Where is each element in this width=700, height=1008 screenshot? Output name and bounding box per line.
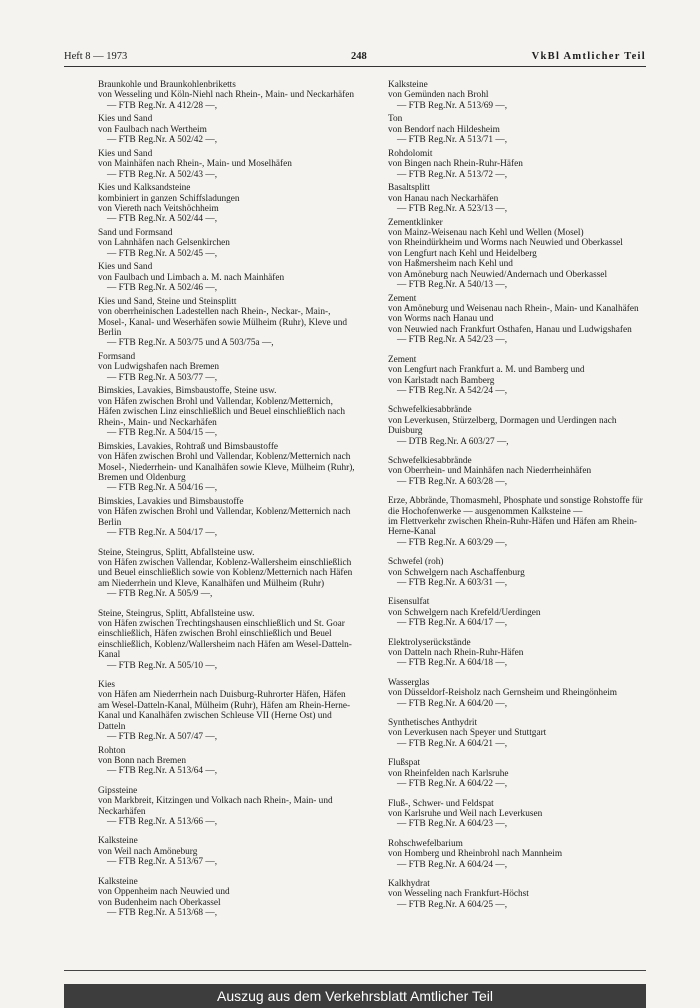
tariff-entry <box>98 183 356 225</box>
entry-reference: — FTB Reg.Nr. A 513/66 —, <box>107 817 218 828</box>
tariff-entry <box>98 609 356 671</box>
footer-text: Auszug aus dem Verkehrsblatt Amtlicher Teil <box>217 988 493 1004</box>
entry-title: Formsand <box>98 352 136 363</box>
entry-title: Zement <box>388 293 417 304</box>
entry-route: von Ludwigshafen nach Bremen <box>98 362 220 373</box>
entry-route: im Flettverkehr zwischen Rhein-Ruhr-Häfen und Häfen am Rhein-Herne-Kanal <box>388 516 637 538</box>
tariff-entry <box>388 799 646 830</box>
tariff-entry <box>98 352 356 383</box>
entry-route: von Oppenheim nach Neuwied und <box>98 887 230 898</box>
entry-title: Bimskies, Lavakies, Rohtraß und Bimsbaustoffe <box>98 441 279 452</box>
entry-reference: — DTB Reg.Nr. A 603/27 —, <box>397 436 509 447</box>
tariff-entry <box>388 638 646 669</box>
entry-route: kombiniert in ganzen Schiffsladungen <box>98 193 240 204</box>
entry-reference: — FTB Reg.Nr. A 502/44 —, <box>107 214 218 225</box>
entry-reference: — FTB Reg.Nr. A 542/23 —, <box>397 335 508 346</box>
tariff-entry <box>98 297 356 349</box>
tariff-entry <box>388 294 646 346</box>
entry-reference: — FTB Reg.Nr. A 604/22 —, <box>397 779 508 790</box>
entry-route: von Neuwied nach Frankfurt Osthafen, Hanau und Ludwigshafen <box>388 324 632 335</box>
entry-route: von Bendorf nach Hildesheim <box>388 124 500 135</box>
issue-label: Heft 8 — 1973 <box>64 51 128 62</box>
tariff-entry <box>388 678 646 709</box>
entry-reference: — FTB Reg.Nr. A 502/42 —, <box>107 135 218 146</box>
entry-reference: — FTB Reg.Nr. A 603/29 —, <box>397 537 508 548</box>
entry-title: Kalksteine <box>388 80 428 90</box>
entry-reference: — FTB Reg.Nr. A 523/13 —, <box>397 204 508 215</box>
entry-reference: — FTB Reg.Nr. A 513/67 —, <box>107 857 218 868</box>
tariff-entry <box>388 456 646 487</box>
entry-title: Steine, Steingrus, Splitt, Abfallsteine usw. <box>98 547 255 558</box>
entry-route: von Markbreit, Kitzingen und Volkach nach Rhein-, Main- und Neckarhäfen <box>98 796 333 817</box>
entry-reference: — FTB Reg.Nr. A 604/25 —, <box>397 899 508 910</box>
entry-route: von Karlstadt nach Bamberg <box>388 375 495 386</box>
entry-route: von oberrheinischen Ladestellen nach Rhein-, Neckar-, Main-, Mosel-, Kanal- und Weserhäfen sowie Mülheim (Ruhr), Kleve und Berlin <box>98 307 347 339</box>
entry-route: von Worms nach Hanau und <box>388 314 494 325</box>
entry-title: Erze, Abbrände, Thomasmehl, Phosphate und sonstige Rohstoffe für die Hochofenwerke — ausgenommen Kalksteine — <box>388 496 643 517</box>
entry-reference: — FTB Reg.Nr. A 502/43 —, <box>107 169 218 180</box>
entry-route: von Faulbach und Limbach a. M. nach Mainhäfen <box>98 272 285 283</box>
entry-title: Ton <box>388 114 403 125</box>
entry-reference: — FTB Reg.Nr. A 604/23 —, <box>397 819 508 830</box>
entry-route: von Amöneburg nach Neuwied/Andernach und Oberkassel <box>388 269 608 280</box>
entry-reference: — FTB Reg.Nr. A 504/17 —, <box>107 528 218 539</box>
entry-route: von Mainhäfen nach Rhein-, Main- und Moselhäfen <box>98 159 292 170</box>
entry-reference: — FTB Reg.Nr. A 504/16 —, <box>107 483 218 494</box>
tariff-entry <box>98 228 356 259</box>
entry-title: Kies <box>98 680 116 690</box>
entry-title: Schwefel (roh) <box>388 557 444 568</box>
entry-title: Bimskies, Lavakies und Bimsbaustoffe <box>98 496 244 507</box>
tariff-entry <box>98 114 356 145</box>
entry-reference: — FTB Reg.Nr. A 513/69 —, <box>397 100 508 111</box>
entry-title: Flußspat <box>388 758 421 769</box>
tariff-entry <box>388 149 646 180</box>
entry-title: Sand und Formsand <box>98 228 173 239</box>
entry-route: von Weil nach Amöneburg <box>98 846 198 857</box>
entry-title: Kies und Sand <box>98 148 153 159</box>
entry-title: Bimskies, Lavakies, Bimsbaustoffe, Steine usw. <box>98 386 277 397</box>
entry-route: von Viereth nach Veitshöchheim <box>98 204 219 215</box>
entry-title: Elektrolyserückstände <box>388 637 471 648</box>
entry-reference: — FTB Reg.Nr. A 505/10 —, <box>107 660 218 671</box>
entry-route: von Bonn nach Bremen <box>98 756 187 767</box>
tariff-entry <box>98 680 356 742</box>
tariff-entry <box>388 758 646 789</box>
entry-title: Rohton <box>98 745 126 756</box>
entry-route: von Hanau nach Neckarhäfen <box>388 193 499 204</box>
entry-route: von Haßmersheim nach Kehl und <box>388 259 513 270</box>
entry-route: von Lengfurt nach Frankfurt a. M. und Bamberg und <box>388 365 585 376</box>
entry-reference: — FTB Reg.Nr. A 604/24 —, <box>397 859 508 870</box>
entry-title: Rohdolomit <box>388 148 433 159</box>
entry-title: Basaltsplitt <box>388 183 430 194</box>
tariff-entry <box>388 218 646 291</box>
entry-title: Kalksteine <box>98 876 138 887</box>
entry-route: von Häfen zwischen Brohl und Vallendar, Koblenz/Metternich, Häfen zwischen Linz einschließlich und Beuel einschließlich nach Rhein-, Main- und Neckarhäfen <box>98 396 346 428</box>
entry-route: von Faulbach nach Wertheim <box>98 124 207 135</box>
entry-reference: — FTB Reg.Nr. A 603/28 —, <box>397 476 508 487</box>
left-column <box>98 80 356 922</box>
page-number: 248 <box>351 51 367 62</box>
entry-reference: — FTB Reg.Nr. A 502/46 —, <box>107 283 218 294</box>
entry-route: von Mainz-Weisenau nach Kehl und Wellen (Mosel) <box>388 228 584 239</box>
entry-reference: — FTB Reg.Nr. A 604/18 —, <box>397 658 508 669</box>
entry-route: von Wesseling nach Frankfurt-Höchst <box>388 889 529 900</box>
footer-rule <box>64 970 646 971</box>
entry-route: von Häfen zwischen Brohl und Vallendar, Koblenz/Metternich nach Berlin <box>98 507 351 528</box>
tariff-entry <box>388 557 646 588</box>
tariff-entry <box>388 496 646 548</box>
entry-title: Rohschwefelbarium <box>388 838 463 849</box>
entry-reference: — FTB Reg.Nr. A 542/24 —, <box>397 385 508 396</box>
entry-title: Wasserglas <box>388 677 430 688</box>
publication-title: VkBl Amtlicher Teil <box>531 51 646 62</box>
tariff-entry <box>388 405 646 447</box>
entry-route: von Schwelgern nach Krefeld/Uerdingen <box>388 607 541 618</box>
entry-title: Kies und Sand, Steine und Steinsplitt <box>98 296 237 307</box>
tariff-entry <box>388 597 646 628</box>
entry-title: Kies und Kalksandsteine <box>98 183 191 194</box>
entry-route: von Homberg und Rheinbrohl nach Mannheim <box>388 849 563 860</box>
entry-route: von Karlsruhe und Weil nach Leverkusen <box>388 808 543 819</box>
entry-reference: — FTB Reg.Nr. A 505/9 —, <box>107 589 213 600</box>
entry-reference: — FTB Reg.Nr. A 412/28 —, <box>107 100 218 111</box>
entry-title: Zementklinker <box>388 217 443 228</box>
entry-reference: — FTB Reg.Nr. A 604/17 —, <box>397 618 508 629</box>
entry-route: von Häfen zwischen Brohl und Vallendar, Koblenz/Metternich nach Mosel-, Niederrhein- und Kanalhäfen sowie Kleve, Mülheim (Ruhr), Bremen und Oldenburg <box>98 452 355 483</box>
entry-title: Gipssteine <box>98 785 138 796</box>
tariff-entry <box>98 262 356 293</box>
tariff-entry <box>98 386 356 438</box>
entry-route: von Leverkusen, Stürzelberg, Dormagen und Uerdingen nach Duisburg <box>388 415 617 437</box>
entry-reference: — FTB Reg.Nr. A 513/72 —, <box>397 169 508 180</box>
entry-route: von Häfen am Niederrhein nach Duisburg-Ruhrorter Häfen, Häfen am Wesel-Datteln-Kanal, Mülheim (Ruhr), Häfen am Rhein-Herne-Kanal und Kanalhäfen zwischen Schleuse VII (Herne Ost) und Datteln <box>98 690 351 732</box>
tariff-entry <box>98 149 356 180</box>
entry-route: von Gemünden nach Brohl <box>388 90 489 101</box>
tariff-entry <box>388 718 646 749</box>
entry-route: von Häfen zwischen Trechtingshausen einschließlich und St. Goar einschließlich, Häfen zwischen Brohl einschließlich und Beuel einschließlich, Koblenz/Wallersheim nach Häfen am Wesel-Datteln-Kanal <box>98 618 352 661</box>
entry-title: Fluß-, Schwer- und Feldspat <box>388 798 494 809</box>
entry-route: von Oberrhein- und Mainhäfen nach Niederrheinhäfen <box>388 466 592 477</box>
tariff-entry <box>98 442 356 494</box>
entry-route: von Lengfurt nach Kehl und Heidelberg <box>388 248 537 259</box>
tariff-entry <box>98 80 356 111</box>
tariff-entry <box>388 879 646 910</box>
entry-title: Braunkohle und Braunkohlenbriketts <box>98 80 236 90</box>
tariff-entry <box>388 80 646 111</box>
entry-reference: — FTB Reg.Nr. A 502/45 —, <box>107 248 218 259</box>
entry-title: Schwefelkiesabbrände <box>388 455 472 466</box>
tariff-entry <box>388 183 646 214</box>
entry-title: Kalksteine <box>98 836 138 847</box>
entry-reference: — FTB Reg.Nr. A 603/31 —, <box>397 578 508 588</box>
tariff-entry <box>98 497 356 539</box>
entry-route: von Düsseldorf-Reisholz nach Gernsheim und Rheingönheim <box>388 688 618 699</box>
entry-route: von Rheinfelden nach Karlsruhe <box>388 768 509 779</box>
entry-route: von Rheindürkheim und Worms nach Neuwied und Oberkassel <box>388 238 623 249</box>
entry-route: von Schwelgern nach Aschaffenburg <box>388 567 525 578</box>
tariff-entry <box>98 746 356 777</box>
entry-reference: — FTB Reg.Nr. A 504/15 —, <box>107 428 218 439</box>
entry-route: von Amöneburg und Weisenau nach Rhein-, Main- und Kanalhäfen <box>388 304 639 315</box>
entry-reference: — FTB Reg.Nr. A 604/21 —, <box>397 738 508 749</box>
page-header <box>64 50 646 66</box>
tariff-entry <box>388 355 646 397</box>
entry-reference: — FTB Reg.Nr. A 540/13 —, <box>397 280 508 291</box>
entry-reference: — FTB Reg.Nr. A 513/71 —, <box>397 135 508 146</box>
entry-route: von Häfen zwischen Vallendar, Koblenz-Wallersheim einschließlich und Beuel einschließlich sowie von Koblenz/Metternich nach Häfen am Niederrhein und Kleve, Kanalhäfen und Mülheim (Ruhr) <box>98 557 353 589</box>
footer-banner <box>64 984 646 1008</box>
entry-title: Synthetisches Anthydrit <box>388 718 478 729</box>
entry-reference: — FTB Reg.Nr. A 604/20 —, <box>397 698 508 709</box>
tariff-entry <box>98 836 356 867</box>
entry-reference: — FTB Reg.Nr. A 513/64 —, <box>107 766 218 777</box>
entry-route: von Budenheim nach Oberkassel <box>98 897 221 908</box>
tariff-entry <box>388 839 646 870</box>
entry-reference: — FTB Reg.Nr. A 507/47 —, <box>107 732 218 743</box>
entry-title: Schwefelkiesabbrände <box>388 405 472 416</box>
entry-route: von Leverkusen nach Speyer und Stuttgart <box>388 728 547 739</box>
entry-route: von Wesseling und Köln-Niehl nach Rhein-, Main- und Neckarhäfen <box>98 90 354 101</box>
tariff-entry <box>98 786 356 828</box>
tariff-entry <box>388 114 646 145</box>
entry-route: von Lahnhäfen nach Gelsenkirchen <box>98 238 230 249</box>
entry-reference: — FTB Reg.Nr. A 503/77 —, <box>107 372 218 383</box>
entry-reference: — FTB Reg.Nr. A 503/75 und A 503/75a —, <box>107 338 274 349</box>
entry-title: Kies und Sand <box>98 114 153 125</box>
tariff-entry <box>98 548 356 600</box>
entry-title: Eisensulfat <box>388 597 430 608</box>
entry-reference: — FTB Reg.Nr. A 513/68 —, <box>107 907 218 918</box>
right-column <box>388 80 646 913</box>
entry-title: Zement <box>388 354 417 365</box>
entry-title: Kalkhydrat <box>388 878 430 889</box>
entry-route: von Datteln nach Rhein-Ruhr-Häfen <box>388 648 524 659</box>
header-rule <box>64 66 646 67</box>
entry-route: von Bingen nach Rhein-Ruhr-Häfen <box>388 159 523 170</box>
tariff-entry <box>98 877 356 919</box>
entry-title: Kies und Sand <box>98 262 153 273</box>
entry-title: Steine, Steingrus, Splitt, Abfallsteine usw. <box>98 608 255 619</box>
